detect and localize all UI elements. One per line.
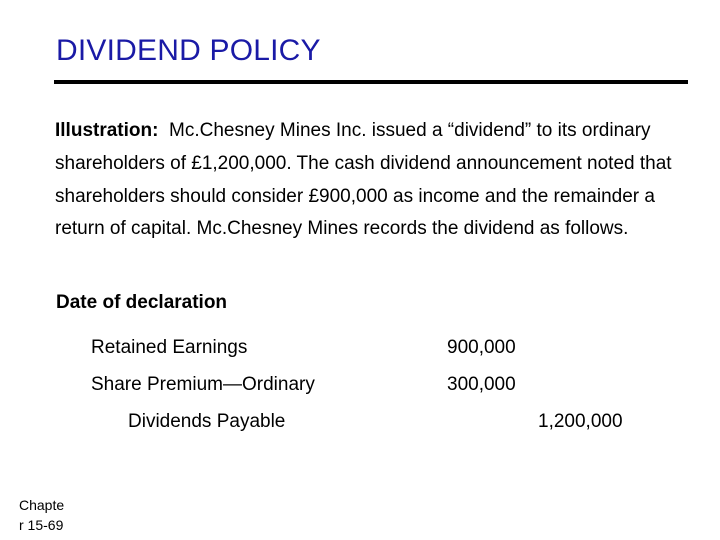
entry-debit: 300,000 <box>447 374 516 395</box>
slide-title: DIVIDEND POLICY <box>56 34 321 67</box>
entry-account: Retained Earnings <box>91 337 248 358</box>
chapter-footer <box>19 495 64 535</box>
entry-credit: 1,200,000 <box>538 411 623 432</box>
illustration-paragraph <box>55 115 695 246</box>
illustration-label: Illustration: <box>55 120 159 141</box>
footer-line: Chapte <box>19 497 65 513</box>
entry-account: Share Premium—Ordinary <box>91 374 315 395</box>
journal-heading: Date of declaration <box>56 292 228 313</box>
entry-account: Dividends Payable <box>128 411 286 432</box>
title-divider <box>54 80 688 84</box>
illustration-text: Mc.Chesney Mines Inc. issued a “dividend” to its ordinary shareholders of £1,200,000. The cash dividend announcement noted that shareholders should consider £900,000 as income and the remainder a return of capital. Mc.Chesney Mines records the dividend as follows. <box>55 120 672 240</box>
footer-line: r 15-69 <box>19 517 64 533</box>
entry-debit: 900,000 <box>447 337 516 358</box>
